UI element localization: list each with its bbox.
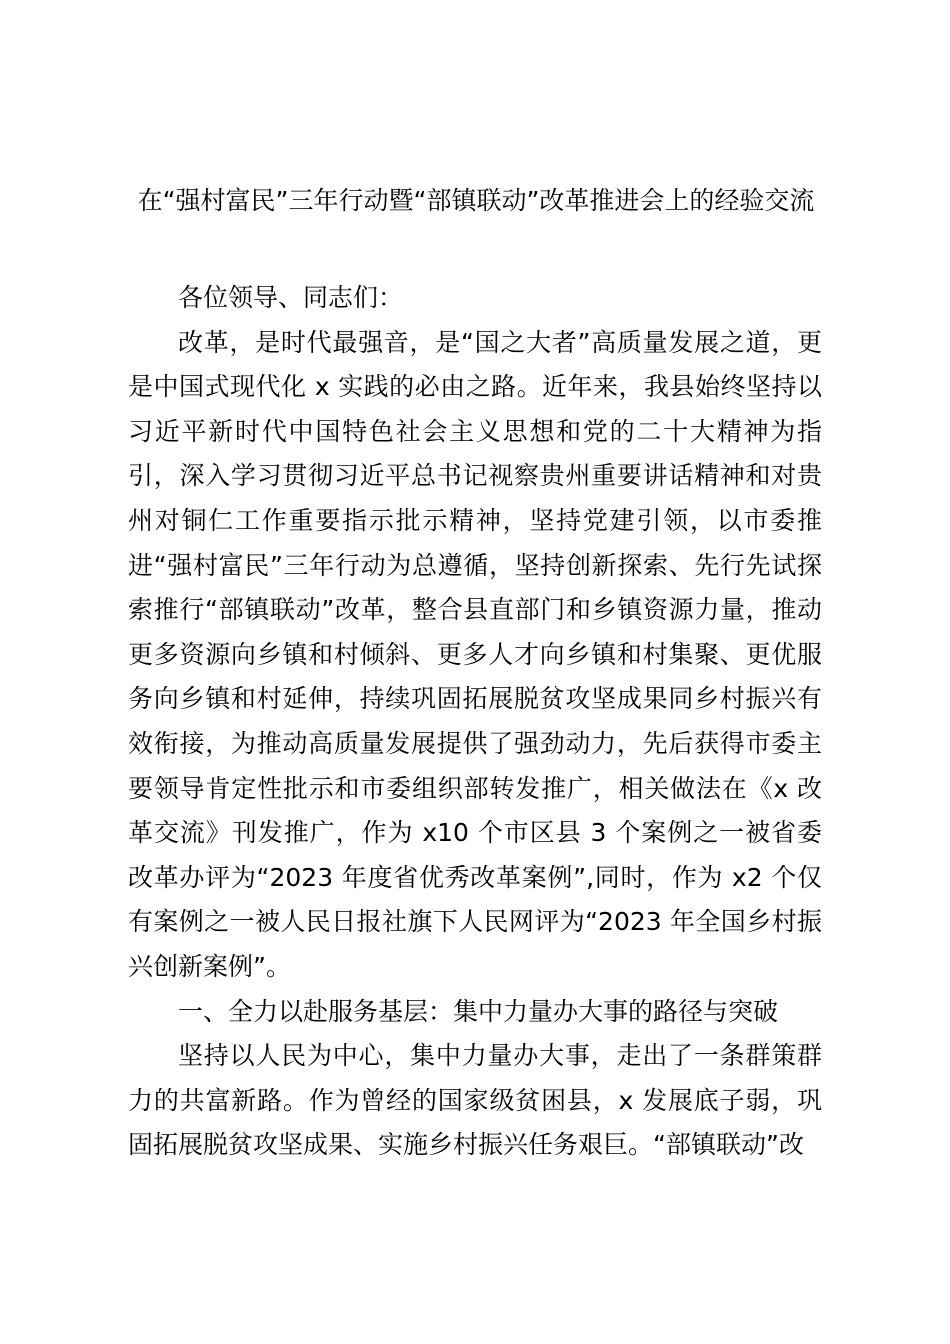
salutation: 各位领导、同志们： [178,283,404,312]
section-heading: 一、全力以赴服务基层：集中力量办大事的路径与突破 [178,996,779,1026]
document-body [128,276,822,1168]
section-paragraph: 坚持以人民为中心，集中力量办大事，走出了一条群策群力的共富新路。作为曾经的国家级贫困县，x 发展底子弱，巩固拓展脱贫攻坚成果、实施乡村振兴任务艰巨。“部镇联动”改 [128,1041,822,1160]
document-title: 在“强村富民”三年行动暨“部镇联动”改革推进会上的经验交流 [137,186,815,215]
intro-paragraph: 改革，是时代最强音，是“国之大者”高质量发展之道，更是中国式现代化 x 实践的必由之路。近年来，我县始终坚持以习近平新时代中国特色社会主义思想和党的二十大精神为指引，深入学习贯彻习近平总书记视察贵州重要讲话精神和对贵州对铜仁工作重要指示批示精神，坚持党建引领，以市委推进“强村富民”三年行动为总遵循，坚持创新探索、先行先试探索推行“部镇联动”改革，整合县直部门和乡镇资源力量，推动更多资源向乡镇和村倾斜、更多人才向乡镇和村集聚、更优服务向乡镇和村延伸，持续巩固拓展脱贫攻坚成果同乡村振兴有效衔接，为推动高质量发展提供了强劲动力，先后获得市委主要领导肯定性批示和市委组织部转发推广，相关做法在《x 改革交流》刊发推广，作为 x10 个市区县 3 个案例之一被省委改革办评为“2023 年度省优秀改革案例”,同时，作为 x2 个仅有案例之一被人民日报社旗下人民网评为“2023 年全国乡村振兴创新案例”。 [128,327,822,981]
